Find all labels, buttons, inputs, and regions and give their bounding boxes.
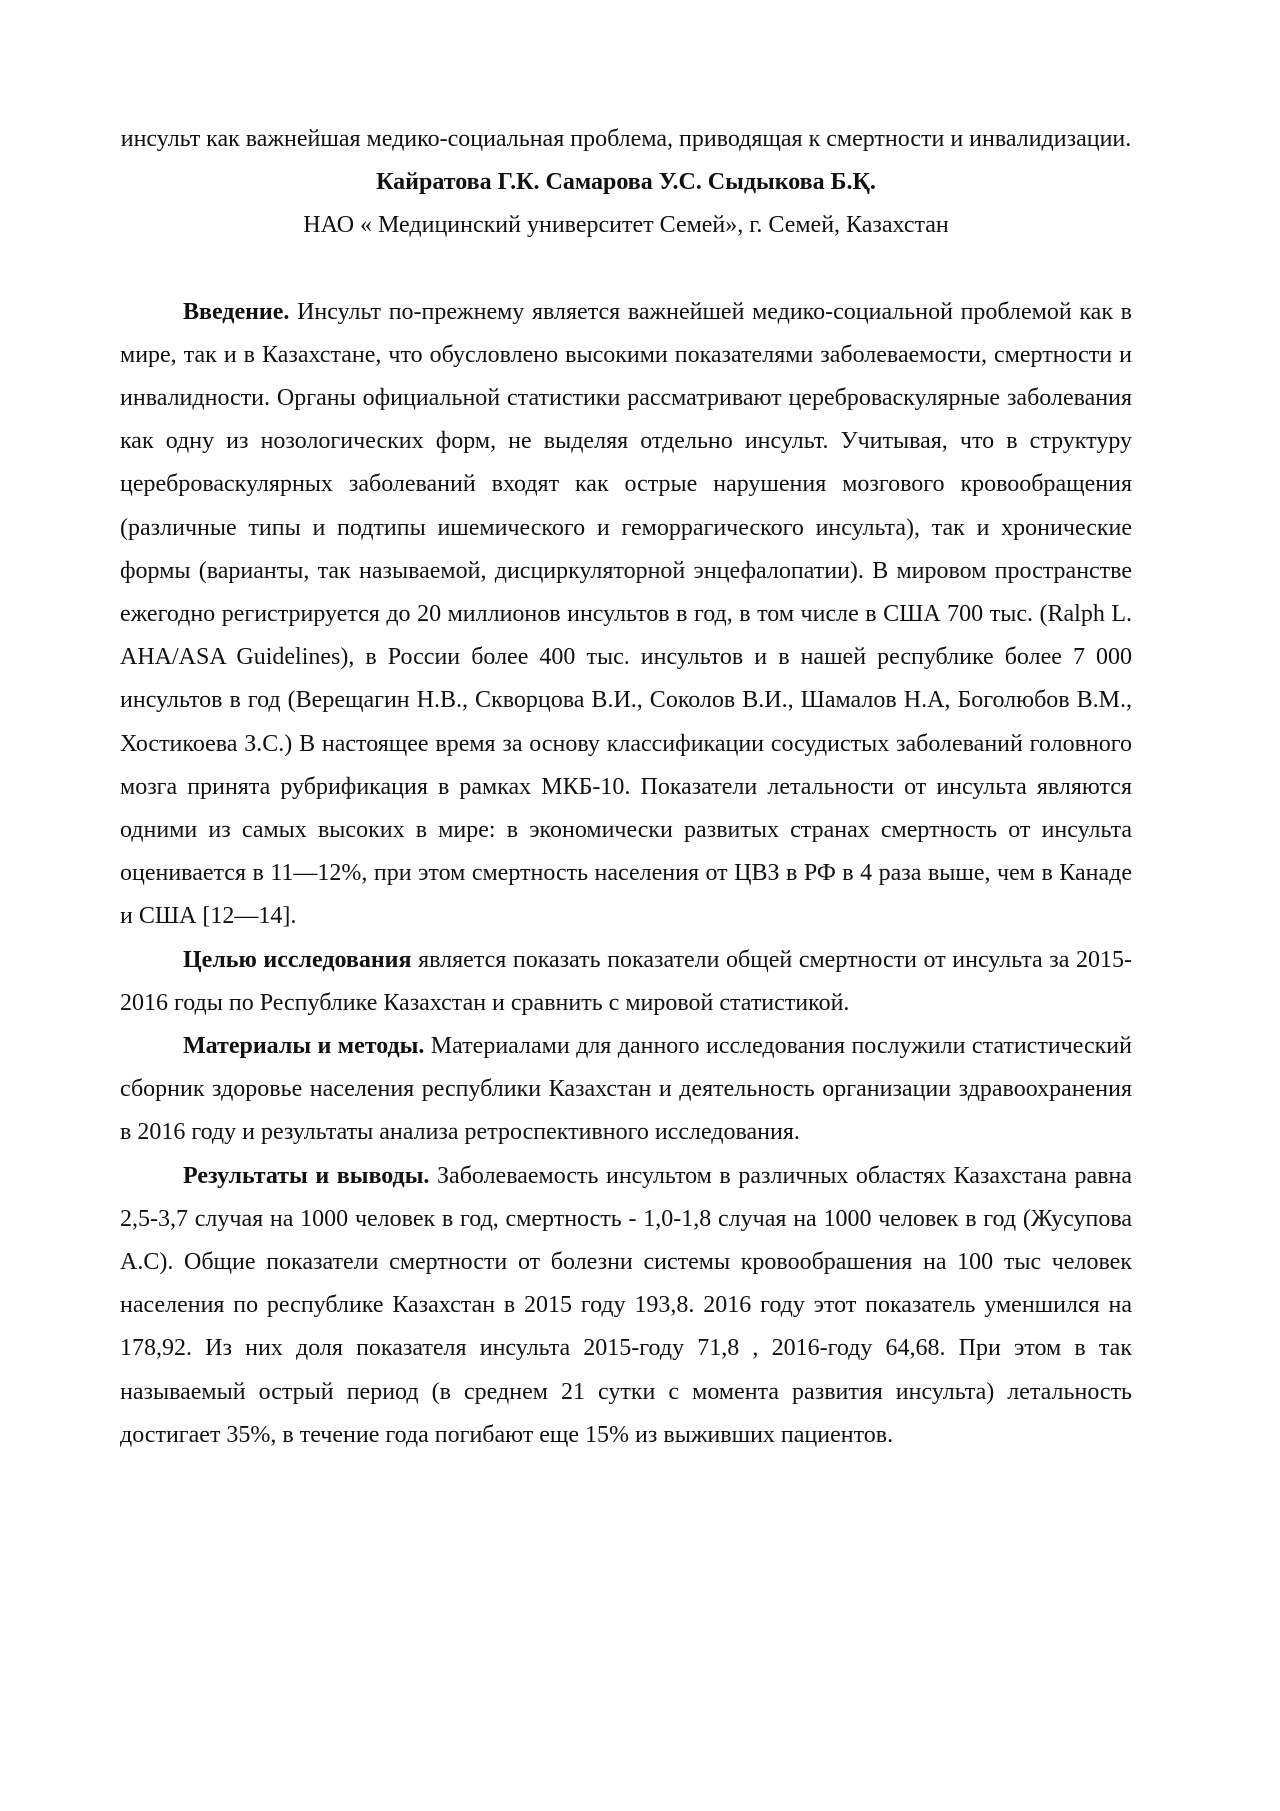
methods-heading: Материалы и методы. bbox=[183, 1033, 425, 1060]
results-text: Заболеваемость инсультом в различных областях Казахстана равна 2,5-3,7 случая на 1000 человек в год, смертность - 1,0-1,8 случая на 1000 человек в год (Жусупова А.С). Общие показатели смертности от болезни системы кровообрашения на 100 тыс человек населения по республике Казахстан в 2015 году 193,8. 2016 году этот показатель уменшился на 178,92. Из них доля показателя инсульта 2015-году 71,8 , 2016-году 64,68. При этом в так называемый острый период (в среднем 21 сутки с момента развития инсульта) летальность достигает 35%, в течение года погибают еще 15% из выживших пациентов. bbox=[120, 1162, 1133, 1448]
goal-paragraph bbox=[120, 939, 1132, 1025]
document-page bbox=[120, 118, 1132, 1457]
results-paragraph bbox=[120, 1155, 1132, 1457]
document-title: инсульт как важнейшая медико-социальная проблема, приводящая к смертности и инвалидизации. bbox=[120, 126, 1132, 152]
intro-text: Инсульт по-прежнему является важнейшей медико-социальной проблемой как в мире, так и в Казахстане, что обусловлено высокими показателями заболеваемости, смертности и инвалидности. Органы официальной статистики рассматривают цереброваскулярные заболевания как одну из нозологических форм, не выделяя отдельно инсульт. Учитывая, что в структуру цереброваскулярных заболеваний входят как острые нарушения мозгового кровообращения (различные типы и подтипы ишемического и геморрагического инсульта), так и хронические формы (варианты, так называемой, дисциркуляторной энцефалопатии). bbox=[120, 298, 1132, 584]
results-heading: Результаты и выводы. bbox=[183, 1162, 430, 1189]
intro-paragraph bbox=[120, 291, 1132, 939]
methods-text: Материалами для данного исследования послужили статистический сборник здоровье населения республики Казахстан и деятельность организации здравоохранения в 2016 году и результаты анализа ретроспективного исследования. bbox=[120, 1033, 1132, 1146]
affiliation: НАО « Медицинский университет Семей», г. Семей, Казахстан bbox=[303, 212, 949, 239]
goal-heading: Целью исследования bbox=[183, 946, 412, 973]
authors: Кайратова Г.К. Самарова У.С. Сыдыкова Б.Қ. bbox=[376, 169, 876, 196]
methods-paragraph bbox=[120, 1025, 1132, 1155]
intro-heading: Введение. bbox=[183, 298, 290, 325]
intro-text-3: В настоящее время за основу классификации сосудистых заболеваний головного мозга принята рубрификация в рамках МКБ-10. Показатели летальности от инсульта являются одними из самых высоких в мире: в экономически развитых странах смертность от инсульта оценивается в 11—12%, при этом смертность населения от ЦВЗ в РФ в 4 раза выше, чем в Канаде и США [12—14]. bbox=[120, 730, 1132, 930]
goal-text: является показать показатели общей смертности от инсульта за 2015-2016 годы по Республике Казахстан и сравнить с мировой статистикой. bbox=[120, 946, 1132, 1016]
intro-text-2: В мировом пространстве ежегодно регистрируется до 20 миллионов инсультов в год, в том числе в США 700 тыс. (Ralph L. AHA/ASA Guidelines), в России более 400 тыс. инсультов и в нашей республике более 7 000 инсультов в год (Верещагин Н.В., Скворцова В.И., Соколов В.И., Шамалов Н.А, Боголюбов В.М., Хостикоева З.С.) bbox=[120, 557, 1133, 757]
